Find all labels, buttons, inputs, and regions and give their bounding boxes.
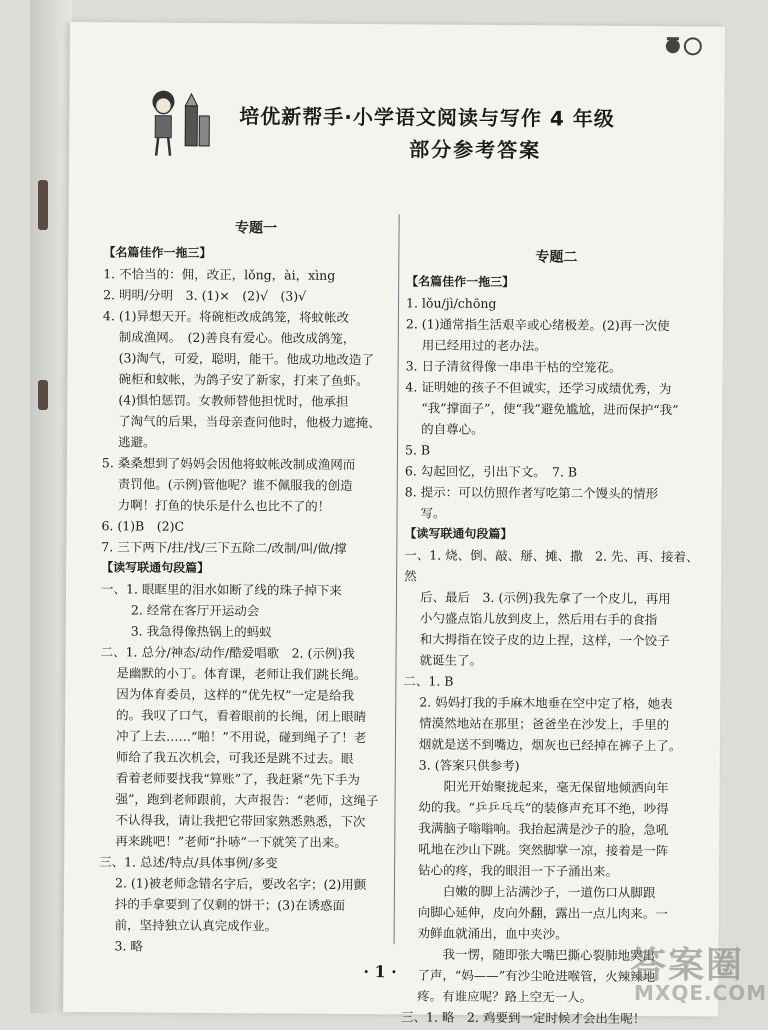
answer-line: 阳光开始聚拢起来，毫无保留地倾洒向年 bbox=[443, 778, 669, 796]
answer-line: 是幽默的小丁。体育课，老师让我们跳长绳。 bbox=[116, 665, 367, 683]
answer-line: 师给了我五次机会，可我还是跳不过去。眼 bbox=[115, 749, 354, 766]
answer-line: 2. 妈妈打我的手麻木地垂在空中定了格，她表 bbox=[419, 694, 673, 712]
answer-line: 二、1. B bbox=[403, 673, 454, 689]
book-title: 培优新帮手·小学语文阅读与写作 4 年级 bbox=[239, 104, 615, 131]
answer-line: 情漠然地站在那里；爸爸坐在沙发上，手里的 bbox=[419, 715, 670, 733]
answer-line: 不认得我，请让我把它带回家熟悉熟悉，下次 bbox=[115, 812, 366, 830]
section-title: 专题二 bbox=[535, 249, 578, 266]
answer-line: 逃避。 bbox=[118, 434, 156, 450]
answer-line: 写。 bbox=[420, 505, 446, 521]
answer-line: 力啊！打鱼的快乐是什么也比不了的！ bbox=[117, 497, 331, 514]
answer-line: 6. 勾起回忆，引出下文。 7. B bbox=[404, 463, 578, 480]
watermark-url: MXQE.COM bbox=[634, 981, 768, 1005]
answer-line: 2. (1)被老师念错名字后，要改名字；(2)用颤 bbox=[114, 875, 367, 893]
answer-line: 3. (答案只供参考) bbox=[418, 757, 520, 774]
answer-line: 制成渔网。 (2)善良有爱心。他改成鸽笼， bbox=[118, 329, 356, 346]
answer-line: 看着老师要找我“算账”了，我赶紧“先下手为 bbox=[115, 770, 360, 788]
answer-line: 5. B bbox=[404, 442, 431, 458]
spine-mark bbox=[38, 380, 48, 410]
answer-line: 1. 不恰当的：佣，改正，lǒng，ài，xìng bbox=[103, 266, 336, 283]
answer-line: 钻心的疼，我的眼泪一下子涌出来。 bbox=[418, 862, 619, 879]
answer-line: 一、1. 眼眶里的泪水如断了线的珠子掉下来 bbox=[100, 581, 342, 598]
answer-line: 碗柜和蚊帐，为鸽子安了新家，打来了鱼虾。 bbox=[118, 371, 369, 389]
answer-line: 4. (1)异想天开。将碗柜改成鸽笼，将蚊帐改 bbox=[102, 308, 350, 325]
answer-line: 我满脑子嗡嗡响。我抬起满是沙子的脸，急吼 bbox=[418, 820, 669, 838]
subsection-heading: 【读写联通句段篇】 bbox=[101, 560, 210, 575]
answer-line: 8. 提示：可以仿照作者写吃第二个馒头的情形 bbox=[404, 484, 659, 502]
answer-line: 二、1. 总分/神态/动作/酷爱唱歌 2. (示例)我 bbox=[100, 644, 355, 662]
answer-line: 6. (1)B (2)C bbox=[101, 518, 185, 534]
girl-with-pencil-icon bbox=[139, 83, 220, 164]
answer-line: 3. 略 bbox=[114, 938, 144, 954]
answer-line: 抖的手拿要到了仅剩的饼干；(3)在诱惑面 bbox=[114, 896, 346, 913]
decorative-icon bbox=[663, 34, 707, 56]
answers-title: 部分参考答案 bbox=[409, 137, 542, 163]
answer-line: 一、1. 烧、倒、敲、掰、摊、撒 2. 先、再、接着、然 bbox=[404, 547, 699, 584]
answer-line: 我一愣，随即张大嘴巴撕心裂肺地哭出 bbox=[442, 946, 656, 964]
answer-line: 幼的我。“乒乒乓乓”的装修声充耳不绝，吵得 bbox=[418, 799, 669, 817]
subsection-heading: 【名篇佳作一拖三】 bbox=[406, 274, 515, 290]
answer-line: 2. 经常在客厅开运动会 bbox=[130, 602, 260, 619]
answer-line: (3)淘气，可爱，聪明，能干。他成功地改造了 bbox=[118, 350, 374, 368]
watermark bbox=[630, 937, 768, 1007]
answer-line: 就诞生了。 bbox=[419, 652, 483, 668]
answer-line: 强”，跑到老师跟前，大声报告：“老师，这绳子 bbox=[115, 791, 379, 809]
answer-line: 的自尊心。 bbox=[421, 421, 484, 437]
answer-line: 3. 日子清贫得像一串串干枯的空笼花。 bbox=[405, 358, 622, 375]
answer-line: 因为体育委员，这样的“优先权”一定是给我 bbox=[116, 686, 355, 703]
answer-line: (4)惧怕惩罚。女教师替他担忧时，他承担 bbox=[118, 392, 349, 409]
answer-line: 冲了上去……“啪！”不用说，碰到绳子了！老 bbox=[115, 728, 367, 746]
answer-line: 了声，“妈——”有沙尘呛进喉管，火辣辣地 bbox=[417, 967, 656, 985]
answer-line: 烟就是送不到嘴边，烟灰也已经掉在裤子上了。 bbox=[418, 736, 682, 754]
answer-line: 责罚他。(示例)管他呢？谁不佩服我的创造 bbox=[117, 476, 353, 493]
answer-line: 1. lǒu/jì/chōng bbox=[405, 295, 497, 311]
answer-line: 再来跳吧！”老师“扑哧”一下就笑了出来。 bbox=[115, 833, 348, 850]
answer-line: “我”撑面子”，使“我”避免尴尬，进而保护“我” bbox=[421, 400, 679, 418]
answer-line: 向脚心延伸，皮向外翻，露出一点儿肉来。一 bbox=[417, 904, 668, 922]
answer-line: 后、最后 3. (示例)我先拿了一个皮儿，再用 bbox=[419, 589, 671, 607]
answer-line: 前，坚持独立认真完成作业。 bbox=[114, 917, 278, 934]
answer-line: 4. 证明她的孩子不但诚实，还学习成绩优秀，为 bbox=[405, 379, 672, 397]
right-column bbox=[401, 246, 706, 1029]
page-header bbox=[129, 77, 690, 171]
answer-line: 3. 我急得像热锅上的蚂蚁 bbox=[130, 623, 272, 640]
answer-line: 2. 明明/分明 3. (1)× (2)√ (3)√ bbox=[103, 287, 307, 304]
answer-line: 小勺盛点馅儿放到皮上，然后用右手的食指 bbox=[419, 610, 658, 628]
section-title: 专题一 bbox=[235, 220, 278, 237]
answer-line: 的。我叹了口气，看着眼前的长绳，闭上眼睛 bbox=[116, 707, 367, 725]
answer-line: 了淘气的后果，当母亲查问他时，他极力遮掩、 bbox=[118, 413, 381, 431]
answer-line: 疼。有谁应呢？路上空无一人。 bbox=[417, 988, 593, 1005]
spine-mark bbox=[38, 180, 48, 230]
answer-line: 吼地在沙山下跳。突然脚掌一凉，接着是一阵 bbox=[418, 841, 669, 859]
page-number: · 1 · bbox=[363, 962, 397, 982]
subsection-heading: 【读写联通句段篇】 bbox=[404, 526, 513, 542]
answer-line: 三、1. 略 2. 鸡要到一定时候才会出生呢！ bbox=[401, 1009, 646, 1027]
answer-page bbox=[63, 22, 725, 1027]
answer-line: 和大拇指在饺子皮的边上捏，这样，一个饺子 bbox=[419, 631, 670, 649]
answer-line: 5. 桑桑想到了妈妈会因他将蚊帐改制成渔网而 bbox=[101, 455, 356, 473]
subsection-heading: 【名篇佳作一拖三】 bbox=[103, 245, 212, 260]
watermark-logo-text: 答案圈 bbox=[630, 945, 745, 986]
answer-line: 白嫩的脚上沾满沙子，一道伤口从脚跟 bbox=[442, 883, 656, 901]
left-column bbox=[98, 217, 408, 958]
answer-line: 用已经用过的老办法。 bbox=[421, 337, 547, 354]
answer-line: 7. 三下两下/拄/找/三下五除二/改制/叫/做/撑 bbox=[101, 539, 347, 556]
answer-line: 劝鲜血就涌出，血中夹沙。 bbox=[417, 925, 568, 942]
answer-line: 2. (1)通常指生活艰辛或心绪极差。(2)再一次使 bbox=[405, 316, 670, 334]
answer-line: 三、1. 总述/特点/具体事例/多变 bbox=[99, 854, 278, 871]
